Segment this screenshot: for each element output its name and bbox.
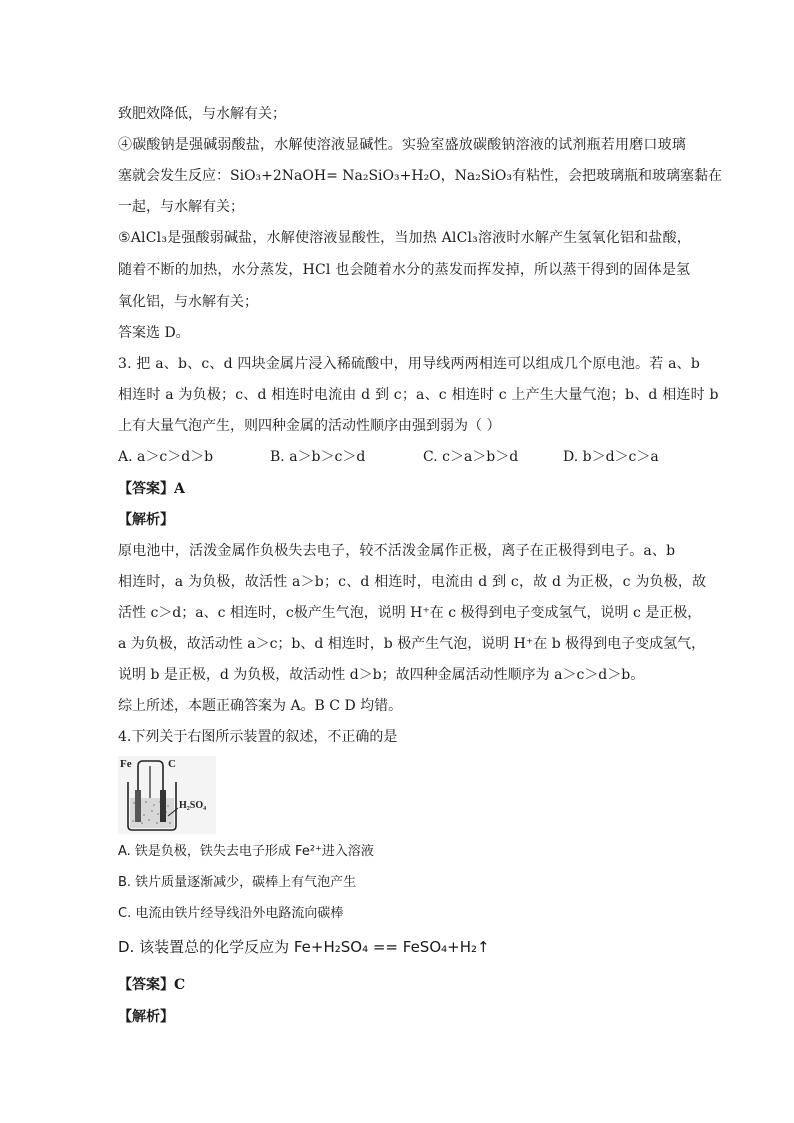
item5-line3: 氧化铝，与水解有关； (118, 294, 258, 310)
q3-analysis-line: a 为负极，故活动性 a＞c；b、d 相连时，b 极产生气泡，说明 H⁺在 b 极得到电子变成氢气， (118, 636, 706, 652)
q3-options (118, 447, 678, 467)
q3-option-c: C. c＞a＞b＞d (423, 449, 519, 465)
q4-option-b: B. 铁片质量逐渐减少，碳棒上有气泡产生 (118, 875, 357, 890)
q4-stem: 4.下列关于右图所示装置的叙述，不正确的是 (118, 729, 398, 745)
q3-line1: 3. 把 a、b、c、d 四块金属片浸入稀硫酸中，用导线两两相连可以组成几个原电池。若 a、b (118, 356, 700, 372)
q3-analysis-line: 原电池中，活泼金属作负极失去电子，较不活泼金属作正极，离子在正极得到电子。a、b (118, 543, 676, 559)
q3-line2: 相连时 a 为负极；c、d 相连时电流由 d 到 c；a、c 相连时 c 上产生大量气泡；b、d 相连时 b (118, 387, 719, 403)
item4-equation: SiO₃+2NaOH= Na₂SiO₃+H₂O，Na₂SiO₃ (230, 168, 513, 184)
q3-option-a: A. a＞c＞d＞b (118, 449, 214, 465)
item5-line2: 随着不断的加热，水分蒸发，HCl 也会随着水分的蒸发而挥发掉，所以蒸干得到的固体是氢 (118, 262, 691, 278)
item4-line3: 一起，与水解有关； (118, 199, 244, 215)
q3-option-d: D. b＞d＞c＞a (563, 449, 659, 465)
q4-option-c: C. 电流由铁片经导线沿外电路流向碳棒 (118, 906, 344, 921)
q4-answer: 【答案】C (118, 977, 186, 993)
galvanic-cell-figure (118, 756, 216, 834)
item4-line2-end: 有粘性，会把玻璃瓶和玻璃塞黏在 (512, 168, 723, 184)
iron-electrode (135, 790, 141, 822)
figure-label-fe: Fe (120, 758, 132, 770)
q3-answer: 【答案】A (118, 481, 185, 497)
q3-option-b: B. a＞b＞c＞d (270, 449, 366, 465)
q3-line3: 上有大量气泡产生，则四种金属的活动性顺序由强到弱为（ ） (118, 418, 501, 434)
q4-option-a: A. 铁是负极，铁失去电子形成 Fe²⁺进入溶液 (118, 844, 374, 859)
answer-prev: 答案选 D。 (118, 325, 190, 341)
q3-analysis-line: 相连时，a 为负极，故活性 a＞b；c、d 相连时，电流由 d 到 c，故 d 为正极，c 为负极，故 (118, 574, 707, 590)
q4-option-d: D. 该装置总的化学反应为 Fe+H₂SO₄ == FeSO₄+H₂↑ (118, 938, 490, 956)
item4-line1: ④碳酸钠是强碱弱酸盐，水解使溶液显碱性。实验室盛放碳酸钠溶液的试剂瓶若用磨口玻璃 (118, 137, 686, 153)
item4-line2 (118, 166, 722, 186)
q3-analysis-line: 说明 b 是正极，d 为负极，故活动性 d＞b；故四种金属活动性顺序为 a＞c＞d＞b。 (118, 667, 645, 683)
carbon-electrode (160, 790, 166, 822)
q3-analysis-line: 活性 c＞d；a、c 相连时，c极产生气泡，说明 H⁺在 c 极得到电子变成氢气，说明 c 是正极， (118, 605, 702, 621)
text-line: 致肥效降低，与水解有关； (118, 106, 286, 122)
q3-summary: 综上所述，本题正确答案为 A。B C D 均错。 (118, 698, 403, 714)
item5-line1: ⑤AlCl₃是强酸弱碱盐，水解使溶液显酸性，当加热 AlCl₃溶液时水解产生氢氧化铝和盐酸， (118, 230, 691, 246)
q3-analysis-title: 【解析】 (118, 512, 174, 528)
figure-label-acid: H₂SO₄ (179, 800, 207, 811)
q4-analysis-title: 【解析】 (118, 1009, 174, 1025)
figure-label-c: C (168, 758, 176, 770)
item4-line2-start: 塞就会发生反应： (118, 168, 230, 184)
